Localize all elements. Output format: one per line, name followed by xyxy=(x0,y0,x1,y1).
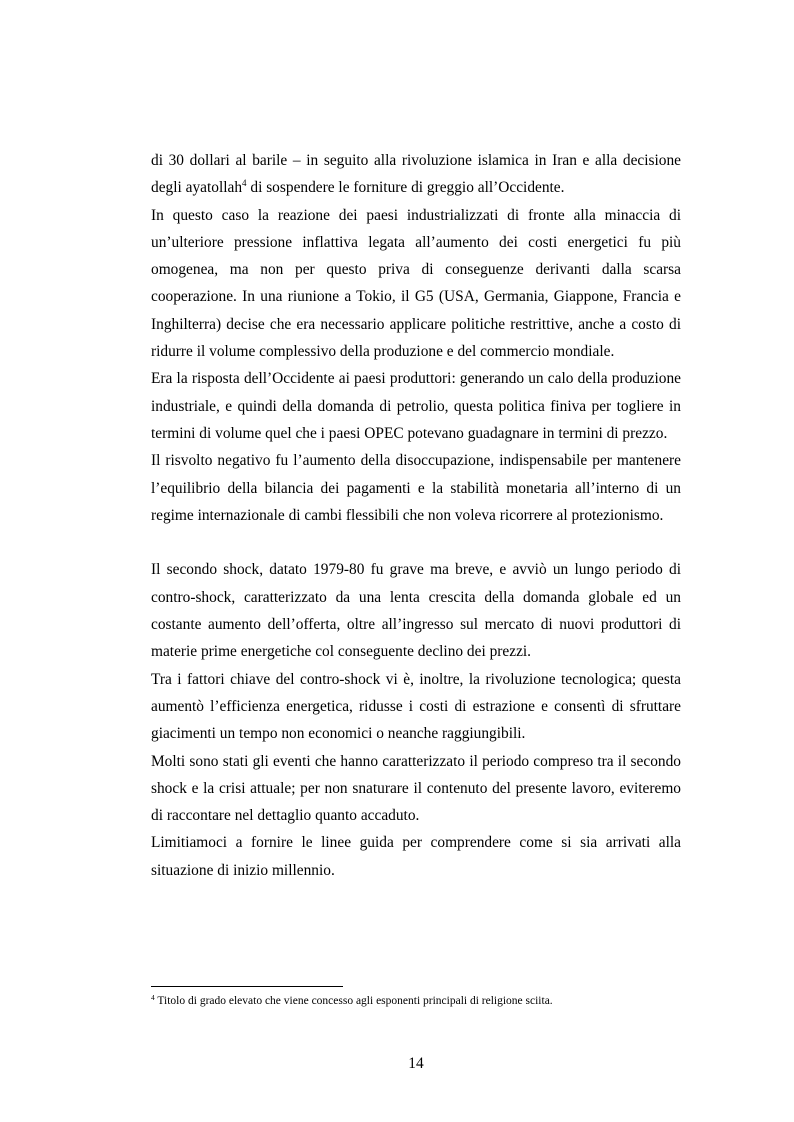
page-number: 14 xyxy=(408,1055,424,1072)
paragraph-events: Molti sono stati gli eventi che hanno caratterizzato il periodo compreso tra il secondo shock e la crisi attuale; per non snaturare il contenuto del presente lavoro, eviteremo di raccontare nel dettaglio quanto accaduto. xyxy=(151,752,681,825)
paragraph-west-response: Era la risposta dell’Occidente ai paesi produttori: generando un calo della produzione industriale, e quindi della domanda di petrolio, questa politica finiva per togliere in termini di volume quel che i paesi OPEC potevano guadagnare in termini di prezzo. xyxy=(151,370,681,442)
paragraph-g5-reaction: In questo caso la reazione dei paesi industrializzati di fronte alla minaccia di un’ulteriore pressione inflattiva legata all’aumento dei costi energetici fu più omogenea, ma non per questo priva di conseguenze derivanti dalla scarsa cooperazione. In una riunione a Tokio, il G5 (USA, Germania, Giappone, Francia e Inghilterra) decise che era necessario applicare politiche restrittive, anche a costo di ridurre il volume complessivo della produzione e del commercio mondiale. xyxy=(151,206,681,361)
footnote-text: Titolo di grado elevato che viene concesso agli esponenti principali di religione sciita. xyxy=(154,995,553,1007)
paragraph-technology: Tra i fattori chiave del contro-shock vi è, inoltre, la rivoluzione tecnologica; questa aumentò l’efficienza energetica, ridusse i costi di estrazione e consentì di sfruttare giacimenti un tempo non economici o neanche raggiungibili. xyxy=(151,670,681,743)
footnote-divider xyxy=(151,986,343,987)
paragraph-text: di 30 dollari al barile – in seguito alla rivoluzione islamica in Iran e alla decisione degli ayatollah xyxy=(151,152,681,197)
paragraph-unemployment: Il risvolto negativo fu l’aumento della disoccupazione, indispensabile per mantenere l’equilibrio della bilancia dei pagamenti e la stabilità monetaria all’interno di un regime internazionale di cambi flessibili che non voleva ricorrere al protezionismo. xyxy=(151,452,681,524)
paragraph-continuation xyxy=(151,147,681,202)
footnote-marker: 4 xyxy=(151,993,155,1002)
footnote-reference: 4 xyxy=(242,178,247,189)
footnote xyxy=(151,994,711,1009)
paragraph-guidelines: Limitiamoci a fornire le linee guida per comprendere come si sia arrivati alla situazione di inizio millennio. xyxy=(151,834,681,879)
body-text xyxy=(151,147,681,884)
paragraph-text: di sospendere le forniture di greggio all’Occidente. xyxy=(246,179,565,197)
paragraph-second-shock: Il secondo shock, datato 1979-80 fu grave ma breve, e avviò un lungo periodo di contro-shock, caratterizzato da una lenta crescita della domanda globale ed un costante aumento dell’offerta, oltre all’ingresso sul mercato di nuovi produttori di materie prime energetiche col conseguente declino dei prezzi. xyxy=(151,561,681,661)
